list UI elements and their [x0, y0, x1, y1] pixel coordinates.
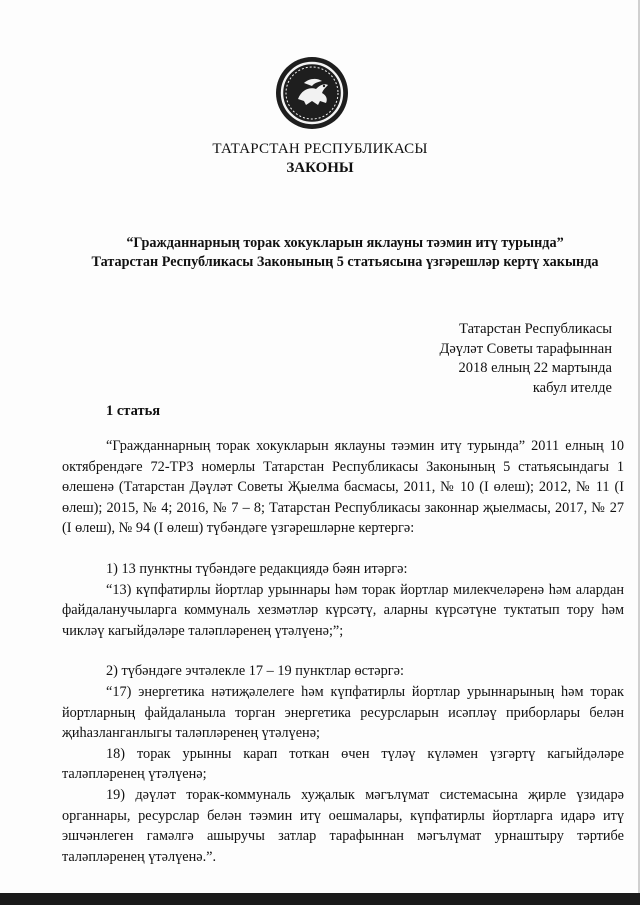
adoption-line3: 2018 елның 22 мартында: [458, 360, 612, 376]
item2-point17-paragraph: “17) энергетика нәтиҗәлелеге һәм күпфатирлы йортлар урыннарының һәм торак йортларның файдаланыла торган энергетика ресурсларын исәпләү приборлары белән җиһазланганлыгы таләпләренең үтәлүенә;: [62, 683, 624, 742]
item2-point19-paragraph: 19) дәүләт торак-коммуналь хуҗалык мәгълүмат системасына җирле үзидарә органнары, ресурслар белән тәэмин итү оешмалары, күпфатирлы йортларга идарә итү эшчәнлеген гамәлгә ашыручы затлар тарафыннан мәгълүмат урнаштыру тәртибе таләпләренең үтәлүенә.”.: [62, 786, 624, 865]
republic-name: ТАТАРСТАН РЕСПУБЛИКАСЫ: [212, 141, 428, 157]
law-title-line2: Татарстан Республикасы Законының 5 статьясына үзгәрешләр кертү хакында: [91, 254, 599, 270]
adoption-block: [439, 320, 612, 398]
intro-paragraph: “Гражданнарның торак хокукларын яклауны тәэмин итү турында” 2011 елның 10 октябрендәге 72-ТРЗ номерлы Татарстан Республикасы Законының 5 статьясындагы 1 өлешенә (Татарстан Дәүләт Советы Җыелма басмасы, 2011, № 10 (I өлеш); 2012, № 11 (I өлеш); 2015, № 4; 2016, № 7 – 8; Татарстан Республикасы законнар җыелмасы, 2017, № 27 (I өлеш), № 94 (I өлеш) түбәндәге үзгәрешләрне кертергә:: [62, 438, 624, 537]
law-title: [50, 234, 640, 272]
scan-bottom-border: [0, 893, 640, 905]
item1-text-paragraph: “13) күпфатирлы йортлар урыннары һәм торак йортлар милекчеләренә һәм алардан файдаланучыларга коммуналь хезмәтләр күрсәтү, аларны күрсәтүне туктатып тору һәм чикләү кагыйдәләре таләпләренең үтәлүенә;”;: [62, 581, 624, 639]
article-body: [62, 436, 624, 867]
law-title-line1: “Гражданнарның торак хокукларын яклауны тәэмин итү турында”: [126, 235, 564, 251]
document-header: [0, 140, 640, 178]
item1-paragraph: 1) 13 пунктны түбәндәге редакциядә бәян итәргә:: [106, 560, 408, 577]
adoption-line2: Дәүләт Советы тарафыннан: [439, 340, 612, 357]
tatarstan-coat-of-arms-icon: [274, 55, 350, 131]
item2-point18-paragraph: 18) торак урынны карап тоткан өчен түләү күләмен үзгәртү кагыйдәләре таләпләренең үтәлүенә;: [62, 745, 624, 783]
adoption-line4: кабул ителде: [532, 379, 612, 396]
article-heading: 1 статья: [106, 403, 161, 419]
adoption-line1: Татарстан Республикасы: [459, 321, 612, 337]
item2-paragraph: 2) түбәндәге эчтәлекле 17 – 19 пунктлар өстәргә:: [106, 663, 404, 680]
document-type: ЗАКОНЫ: [286, 160, 354, 176]
